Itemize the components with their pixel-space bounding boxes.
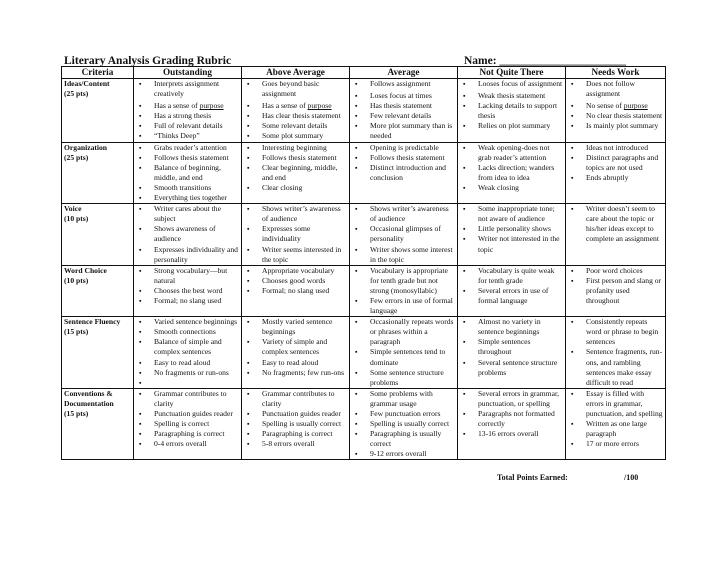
rubric-row [62, 79, 666, 143]
criteria-points: (15 pts) [64, 327, 89, 337]
rubric-row [62, 265, 666, 316]
criteria-item: ▪ Formal; no slang used [139, 296, 239, 306]
criteria-points: (25 pts) [64, 89, 89, 99]
header-row [62, 67, 666, 79]
criteria-item: ▪ Everything ties together [139, 193, 239, 203]
criteria-item: ▪ Writer shows some interest in the topic [355, 245, 455, 265]
criteria-list [136, 266, 239, 306]
rating-cell [242, 204, 350, 266]
rating-cell [350, 79, 458, 143]
criteria-item: ▪ Relies on plot summary [463, 121, 563, 131]
name-field: Name: ______________________ [464, 55, 626, 67]
criteria-list [568, 79, 663, 131]
criteria-item: ▪ Follows thesis statement [355, 153, 455, 163]
rating-cell [350, 204, 458, 266]
rating-cell [134, 388, 242, 460]
header-needs-work: Needs Work [566, 67, 666, 79]
rating-cell [458, 388, 566, 460]
criteria-item: ▪ Chooses the best word [139, 286, 239, 296]
criteria-name: Sentence Fluency [64, 317, 121, 327]
criteria-item: ▪ Paragraphs not formatted correctly [463, 409, 563, 429]
criteria-list [244, 204, 347, 265]
criteria-item: ▪ Lacks direction; wanders from idea to idea [463, 163, 563, 183]
criteria-item: ▪ Simple sentences tend to dominate [355, 347, 455, 367]
criteria-item: ▪ Shows writer’s awareness of audience [355, 204, 455, 224]
criteria-item: ▪ Poor word choices [571, 266, 663, 276]
criteria-item: ▪ Some inappropriate tone; not aware of audience [463, 204, 563, 224]
rating-cell [242, 317, 350, 389]
criteria-item: ▪ Writer not interested in the topic [463, 234, 563, 254]
criteria-item: ▪ Strong vocabulary—but natural [139, 266, 239, 286]
criteria-list [352, 389, 455, 460]
criteria-item: ▪ No fragments or run-ons [139, 368, 239, 378]
rating-cell [566, 204, 666, 266]
criteria-name: Organization [64, 142, 108, 152]
criteria-item: ▪ Variety of simple and complex sentences [247, 337, 347, 357]
rating-cell [566, 317, 666, 389]
criteria-item: ▪ Lacking details to support thesis [463, 101, 563, 121]
criteria-item: ▪ Vocabulary is appropriate for tenth grade but not strong (monosyllabic) [355, 266, 455, 296]
criteria-item: ▪ Expresses some individuality [247, 224, 347, 244]
criteria-item: ▪ 17 or more errors [571, 439, 663, 449]
criteria-item: ▪ First person and slang or profanity used throughout [571, 276, 663, 306]
criteria-item: ▪ Several sentence structure problems [463, 358, 563, 378]
criteria-name: Voice [64, 204, 82, 214]
header-not-quite-there: Not Quite There [458, 67, 566, 79]
criteria-list [244, 79, 347, 142]
criteria-cell [62, 79, 134, 143]
criteria-item: ▪ Weak closing [463, 183, 563, 193]
criteria-item: ▪ Mostly varied sentence beginnings [247, 317, 347, 337]
criteria-item: ▪ No clear thesis statement [571, 111, 663, 121]
rating-cell [458, 142, 566, 204]
criteria-item: ▪ Loses focus at times [355, 91, 455, 101]
criteria-item: ▪ Easy to read aloud [247, 358, 347, 368]
criteria-list [136, 317, 239, 378]
criteria-name: Word Choice [64, 265, 107, 275]
criteria-item: ▪ Distinct paragraphs and topics are not used [571, 153, 663, 173]
total-points-value: /100 [624, 473, 639, 482]
criteria-item: ▪ Does not follow assignment [571, 79, 663, 99]
criteria-item: ▪ Some problems with grammar usage [355, 389, 455, 409]
criteria-item: ▪ Goes beyond basic assignment [247, 79, 347, 99]
criteria-item: ▪ Paragraphing is usually correct [355, 429, 455, 449]
criteria-item: ▪ Spelling is correct [139, 419, 239, 429]
criteria-item: ▪ Occasional glimpses of personality [355, 224, 455, 244]
criteria-list [568, 389, 663, 450]
rating-cell [134, 79, 242, 143]
rubric-row [62, 317, 666, 389]
rating-cell [242, 265, 350, 316]
rating-cell [566, 388, 666, 460]
criteria-item: ▪ Smooth connections [139, 327, 239, 337]
criteria-item: ▪ Writer seems interested in the topic [247, 245, 347, 265]
criteria-item: ▪ Simple sentences throughout [463, 337, 563, 357]
criteria-list [460, 266, 563, 306]
criteria-item: ▪ Interesting beginning [247, 143, 347, 153]
criteria-item: ▪ Grammar contributes to clarity [139, 389, 239, 409]
criteria-item: ▪ Smooth transitions [139, 183, 239, 193]
criteria-item: ▪ Vocabulary is quite weak for tenth grade [463, 266, 563, 286]
criteria-list [568, 204, 663, 244]
criteria-item: ▪ Balance of simple and complex sentences [139, 337, 239, 357]
criteria-item: ▪ Few punctuation errors [355, 409, 455, 419]
criteria-list [460, 79, 563, 131]
criteria-list [460, 143, 563, 193]
criteria-item: ▪ 0-4 errors overall [139, 439, 239, 449]
rating-cell [242, 388, 350, 460]
criteria-list [460, 204, 563, 254]
rubric-row [62, 142, 666, 204]
rating-cell [566, 265, 666, 316]
criteria-item: ▪ No fragments; few run-ons [247, 368, 347, 378]
rating-cell [458, 204, 566, 266]
criteria-list [460, 317, 563, 378]
criteria-item: ▪ Punctuation guides reader [139, 409, 239, 419]
rating-cell [350, 265, 458, 316]
criteria-item: ▪ Punctuation guides reader [247, 409, 347, 419]
criteria-name: Conventions & Documentation [64, 388, 114, 408]
criteria-item: ▪ Looses focus of assignment [463, 79, 563, 89]
criteria-item: ▪ Little personality shows [463, 224, 563, 234]
rating-cell [134, 317, 242, 389]
total-points-label: Total Points Earned: [497, 473, 568, 482]
criteria-item: ▪ Is mainly plot summary [571, 121, 663, 131]
rubric-body [62, 79, 666, 460]
criteria-item: ▪ No sense of purpose [571, 101, 663, 111]
criteria-list [568, 317, 663, 388]
criteria-list [136, 79, 239, 142]
criteria-points: (10 pts) [64, 275, 89, 285]
criteria-list [568, 143, 663, 183]
criteria-cell [62, 204, 134, 266]
criteria-item: ▪ Some sentence structure problems [355, 368, 455, 388]
criteria-item: ▪ Sentence fragments, run-ons, and rambling sentences make essay difficult to read [571, 347, 663, 387]
criteria-item: ▪ Shows awareness of audience [139, 224, 239, 244]
criteria-item: ▪ Few relevant details [355, 111, 455, 121]
rating-cell [134, 142, 242, 204]
criteria-item: ▪ Has a sense of purpose [139, 101, 239, 111]
criteria-cell [62, 142, 134, 204]
criteria-item: ▪ Distinct introduction and conclusion [355, 163, 455, 183]
criteria-item: ▪ Essay is filled with errors in grammar, punctuation, and spelling [571, 389, 663, 419]
criteria-item: ▪ Follows thesis statement [247, 153, 347, 163]
criteria-item: ▪ Opening is predictable [355, 143, 455, 153]
criteria-list [244, 143, 347, 193]
criteria-item: ▪ Follows thesis statement [139, 153, 239, 163]
criteria-list [136, 143, 239, 204]
criteria-item: ▪ Formal; no slang used [247, 286, 347, 296]
criteria-item: ▪ Some plot summary [247, 131, 347, 141]
rating-cell [242, 142, 350, 204]
criteria-item: ▪ “Thinks Deep” [139, 131, 239, 141]
criteria-item: ▪ Several errors in grammar, punctuation, or spelling [463, 389, 563, 409]
rating-cell [566, 79, 666, 143]
criteria-item: ▪ Full of relevant details [139, 121, 239, 131]
criteria-item: ▪ Written as one large paragraph [571, 419, 663, 439]
rating-cell [350, 317, 458, 389]
criteria-points: (25 pts) [64, 152, 89, 162]
criteria-item: ▪ More plot summary than is needed [355, 121, 455, 141]
criteria-item: ▪ Weak opening-does not grab reader’s attention [463, 143, 563, 163]
criteria-item: ▪ Grammar contributes to clarity [247, 389, 347, 409]
criteria-item: ▪ Some relevant details [247, 121, 347, 131]
criteria-item: ▪ Consistently repeats word or phrase to begin sentences [571, 317, 663, 347]
criteria-points: (15 pts) [64, 409, 89, 418]
criteria-item: ▪ Writer doesn’t seem to care about the topic or his/her ideas except to complete an assignment [571, 204, 663, 244]
criteria-item: ▪ Expresses individuality and personality [139, 245, 239, 265]
criteria-item: ▪ Grabs reader’s attention [139, 143, 239, 153]
rubric-table [61, 66, 666, 460]
rating-cell [458, 79, 566, 143]
criteria-list [352, 79, 455, 142]
rating-cell [566, 142, 666, 204]
header-criteria: Criteria [62, 67, 134, 79]
header-average: Average [350, 67, 458, 79]
criteria-cell [62, 388, 134, 460]
criteria-points: (10 pts) [64, 214, 89, 224]
criteria-list [568, 266, 663, 306]
rating-cell [242, 79, 350, 143]
criteria-item: ▪ Almost no variety in sentence beginnings [463, 317, 563, 337]
criteria-list [244, 317, 347, 378]
criteria-cell [62, 265, 134, 316]
criteria-item: ▪ Has a sense of purpose [247, 101, 347, 111]
criteria-item: ▪ Paragraphing is correct [247, 429, 347, 439]
criteria-list [352, 317, 455, 388]
criteria-list [460, 389, 563, 439]
document-title: Literary Analysis Grading Rubric [64, 55, 232, 67]
rating-cell [350, 142, 458, 204]
total-points-line [497, 473, 639, 482]
rating-cell [458, 265, 566, 316]
header-outstanding: Outstanding [134, 67, 242, 79]
criteria-list [136, 204, 239, 265]
criteria-item: ▪ Several errors in use of formal language [463, 286, 563, 306]
criteria-list [352, 266, 455, 316]
criteria-item: ▪ Interprets assignment creatively [139, 79, 239, 99]
criteria-item: ▪ Paragraphing is correct [139, 429, 239, 439]
criteria-item: ▪ Has thesis statement [355, 101, 455, 111]
criteria-item: ▪ 5-8 errors overall [247, 439, 347, 449]
criteria-item: ▪ Shows writer’s awareness of audience [247, 204, 347, 224]
criteria-item: ▪ Has a strong thesis [139, 111, 239, 121]
criteria-item: ▪ Ends abruptly [571, 173, 663, 183]
criteria-item: ▪ Follows assignment [355, 79, 455, 89]
header-above-average: Above Average [242, 67, 350, 79]
criteria-item: ▪ Clear closing [247, 183, 347, 193]
criteria-item: ▪ Few errors in use of formal language [355, 296, 455, 316]
criteria-item: ▪ Appropriate vocabulary [247, 266, 347, 276]
criteria-list [136, 389, 239, 450]
criteria-item: ▪ Varied sentence beginnings [139, 317, 239, 327]
criteria-list [352, 204, 455, 265]
criteria-item: ▪ Spelling is usually correct [247, 419, 347, 429]
criteria-list [244, 389, 347, 450]
rating-cell [134, 265, 242, 316]
criteria-item: ▪ Ideas not introduced [571, 143, 663, 153]
rating-cell [458, 317, 566, 389]
criteria-item: ▪ Easy to read aloud [139, 358, 239, 368]
criteria-item: ▪ 13-16 errors overall [463, 429, 563, 439]
criteria-item: ▪ Balance of beginning, middle, and end [139, 163, 239, 183]
criteria-item: ▪ Has clear thesis statement [247, 111, 347, 121]
criteria-item: ▪ Occasionally repeats words or phrases within a paragraph [355, 317, 455, 347]
criteria-item: ▪ 9-12 errors overall [355, 449, 455, 459]
criteria-cell [62, 317, 134, 389]
rating-cell [350, 388, 458, 460]
criteria-list [352, 143, 455, 183]
criteria-name: Ideas/Content [64, 79, 110, 88]
criteria-item: ▪ Spelling is usually correct [355, 419, 455, 429]
criteria-item: ▪ Weak thesis statement [463, 91, 563, 101]
criteria-list [244, 266, 347, 296]
rubric-row [62, 204, 666, 266]
criteria-item: ▪ Chooses good words [247, 276, 347, 286]
rubric-row [62, 388, 666, 460]
criteria-item: ▪ Writer cares about the subject [139, 204, 239, 224]
criteria-item: ▪ Clear beginning, middle, and end [247, 163, 347, 183]
rating-cell [134, 204, 242, 266]
